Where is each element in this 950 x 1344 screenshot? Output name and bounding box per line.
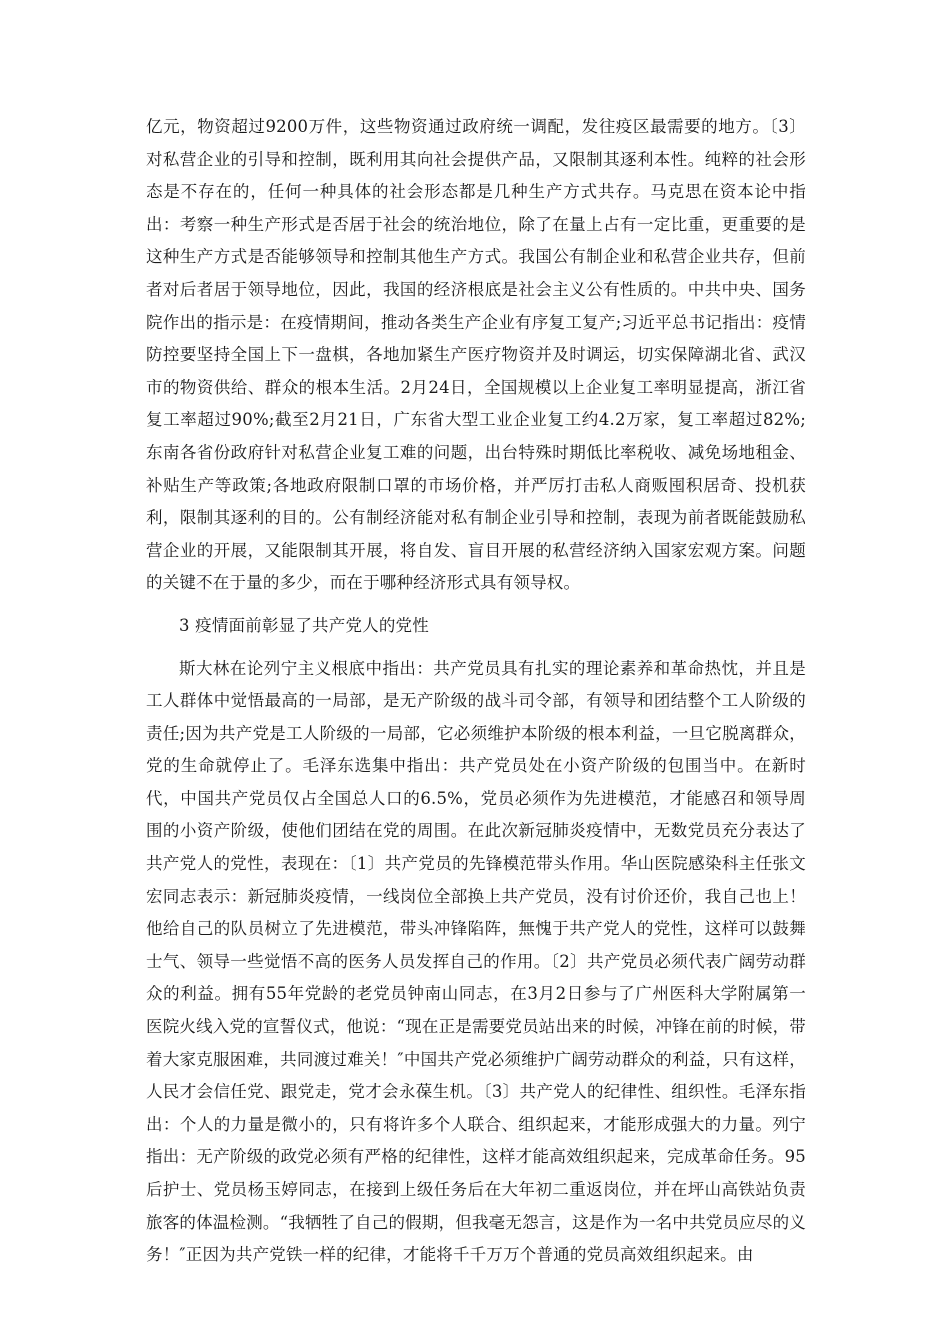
paragraph-party-members: 斯大林在论列宁主义根底中指出：共产党员具有扎实的理论素养和革命热忱，并且是工人群体中觉悟最高的一局部，是无产阶级的战斗司令部，有领导和团结整个工人阶级的责任;因为共产党是工人阶级的一局部，它必须维护本阶级的根本利益，一旦它脱离群众，党的生命就停止了。毛泽东选集中指出：共产党员处在小资产阶级的包围当中。在新时代，中国共产党员仅占全国总人口的6.5%，党员必须作为先进模范，才能感召和领导周围的小资产阶级，使他们团结在党的周围。在此次新冠肺炎疫情中，无数党员充分表达了共产党人的党性，表现在：〔1〕共产党员的先锋模范带头作用。华山医院感染科主任张文宏同志表示：新冠肺炎疫情，一线岗位全部换上共产党员，没有讨价还价，我自己也上！他给自己的队员树立了先进模范，带头冲锋陷阵，無愧于共产党人的党性，这样可以鼓舞士气、领导一些觉悟不高的医务人员发挥自己的作用。〔2〕共产党员必须代表广阔劳动群众的利益。拥有55年党龄的老党员钟南山同志，在3月2日参与了广州医科大学附属第一医院火线入党的宣誓仪式，他说：“现在正是需要党员站出来的时候，冲锋在前的时候，带着大家克服困难，共同渡过难关！″中国共产党必须维护广阔劳动群众的利益，只有这样，人民才会信任党、跟党走，党才会永葆生机。〔3〕共产党人的纪律性、组织性。毛泽东指出：个人的力量是微小的，只有将许多个人联合、组织起来，才能形成强大的力量。列宁指出：无产阶级的政党必须有严格的纪律性，这样才能高效组织起来，完成革命任务。95后护士、党员杨玉婷同志，在接到上级任务后在大年初二重返岗位，并在坪山高铁站负责旅客的体温检测。“我牺牲了自己的假期，但我毫无怨言，这是作为一名中共党员应尽的义务！″正因为共产党铁一样的纪律，才能将千千万万个普通的党员高效组织起来。由 [146, 658, 806, 1265]
paragraph-economy-control: 亿元，物资超过9200万件，这些物资通过政府统一调配，发往疫区最需要的地方。〔3〕对私营企业的引导和控制，既利用其向社会提供产品，又限制其逐利本性。纯粹的社会形态是不存在的，任何一种具体的社会形态都是几种生产方式共存。马克思在资本论中指出：考察一种生产形式是否居于社会的统治地位，除了在量上占有一定比重，更重要的是这种生产方式是否能够领导和控制其他生产方式。我国公有制企业和私营企业共存，但前者对后者居于领导地位，因此，我国的经济根底是社会主义公有性质的。中共中央、国务院作出的指示是：在疫情期间，推动各类生产企业有序复工复产;习近平总书记指出：疫情防控要坚持全国上下一盘棋，各地加紧生产医疗物资并及时调运，切实保障湖北省、武汉市的物资供给、群众的根本生活。2月24日，全国规模以上企业复工率明显提高，浙江省复工率超过90%;截至2月21日，广东省大型工业企业复工约4.2万家，复工率超过82%;东南各省份政府针对私营企业复工难的问题，出台特殊时期低比率税收、减免场地租金、补贴生产等政策;各地政府限制口罩的市场价格，并严厉打击私人商贩囤积居奇、投机获利，限制其逐利的目的。公有制经济能对私有制企业引导和控制，表现为前者既能鼓励私营企业的开展，又能限制其开展，将自发、盲目开展的私营经济纳入国家宏观方案。问题的关键不在于量的多少，而在于哪种经济形式具有领导权。 [146, 117, 806, 593]
document-body [146, 111, 806, 1272]
section-heading-party-spirit: 3 疫情面前彰显了共产党人的党性 [179, 615, 429, 635]
